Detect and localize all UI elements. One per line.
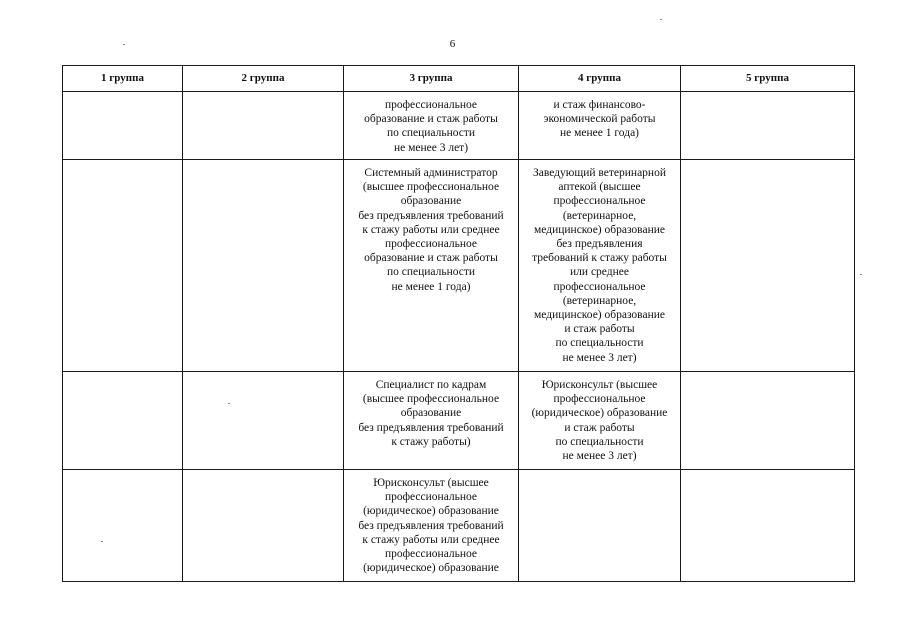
table-cell	[344, 160, 519, 372]
staff-groups-table	[62, 65, 855, 582]
cell-text	[186, 160, 340, 166]
cell-text: Юрисконсульт (высшее профессиональное (юридическое) образование без предъявления требований к стажу работы или среднее профессиональное (юридическое) образование	[358, 477, 504, 575]
cell-text	[186, 372, 340, 378]
page-number: 6	[449, 38, 456, 50]
table-cell	[681, 92, 855, 160]
table-cell	[519, 470, 681, 582]
table-cell	[183, 92, 344, 160]
table-cell	[183, 470, 344, 582]
cell-text	[684, 470, 851, 476]
cell-text: профессиональное образование и стаж работы по специальности не менее 3 лет)	[364, 99, 498, 154]
cell-text	[684, 372, 851, 378]
table-row	[63, 372, 855, 470]
table-cell	[183, 372, 344, 470]
table-cell	[183, 160, 344, 372]
cell-text: Специалист по кадрам (высшее профессиональное образование без предъявления требований к стажу работы)	[358, 379, 504, 448]
scan-speck	[660, 19, 662, 20]
table-cell	[519, 372, 681, 470]
cell-text	[66, 160, 179, 166]
cell-text	[684, 92, 851, 98]
scan-speck	[228, 403, 230, 404]
cell-text: Системный администратор (высшее профессиональное образование без предъявления требований к стажу работы или среднее профессиональное образование и стаж работы по специальности не менее 1 года)	[358, 167, 504, 293]
cell-text	[66, 372, 179, 378]
table-cell	[63, 160, 183, 372]
scan-speck	[101, 541, 103, 542]
table-cell	[681, 372, 855, 470]
header-group-4: 4 группа	[519, 66, 681, 92]
cell-text: Заведующий ветеринарной аптекой (высшее профессиональное (ветеринарное, медицинское) образование без предъявления требований к стажу работы или среднее профессиональное (ветеринарное, медицинское) образование и стаж работы по специальности не менее 3 лет)	[532, 167, 667, 364]
scan-speck	[123, 44, 125, 45]
cell-text	[186, 470, 340, 476]
table-row	[63, 160, 855, 372]
scan-speck	[860, 274, 862, 275]
table-cell	[63, 372, 183, 470]
table-cell	[344, 372, 519, 470]
table-row	[63, 92, 855, 160]
cell-text	[66, 92, 179, 98]
cell-text	[66, 470, 179, 476]
cell-text	[684, 160, 851, 166]
table-row	[63, 470, 855, 582]
table-cell	[681, 470, 855, 582]
table-cell	[344, 92, 519, 160]
table-cell	[519, 92, 681, 160]
table-cell	[519, 160, 681, 372]
cell-text: и стаж финансово- экономической работы не менее 1 года)	[543, 99, 656, 140]
cell-text	[186, 92, 340, 98]
table-cell	[681, 160, 855, 372]
header-group-3: 3 группа	[344, 66, 519, 92]
cell-text: Юрисконсульт (высшее профессиональное (юридическое) образование и стаж работы по специальности не менее 3 лет)	[531, 379, 668, 463]
table-cell	[63, 470, 183, 582]
header-group-5: 5 группа	[681, 66, 855, 92]
cell-text	[522, 470, 677, 476]
header-group-2: 2 группа	[183, 66, 344, 92]
header-group-1: 1 группа	[63, 66, 183, 92]
table-cell	[63, 92, 183, 160]
table-header-row	[63, 66, 855, 92]
table-cell	[344, 470, 519, 582]
